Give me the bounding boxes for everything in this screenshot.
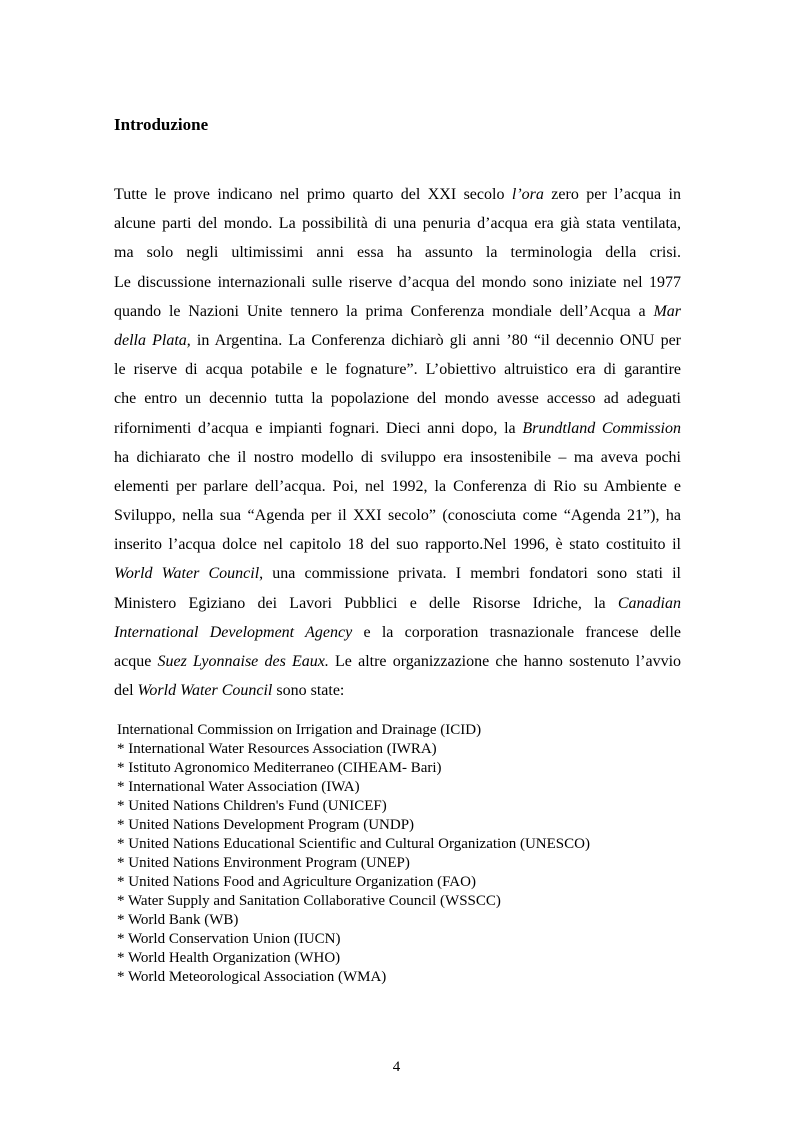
- text-segment: ha dichiarato che il nostro modello di sviluppo era insostenibile – ma aveva pochi: [114, 448, 681, 466]
- organization-item: * World Health Organization (WHO): [117, 950, 341, 966]
- paragraph-line: [114, 384, 681, 413]
- text-segment: alcune parti del mondo. La possibilità di una penuria d’acqua era già stata ventilata,: [114, 215, 681, 233]
- italic-text: World Water Council: [137, 682, 273, 700]
- paragraph-line: [114, 530, 681, 559]
- text-segment: , in Argentina. La Conferenza dichiarò gli anni ’80 “il decennio ONU per: [186, 331, 682, 349]
- intro-paragraph: [114, 180, 681, 705]
- paragraph-line: [114, 472, 681, 501]
- italic-text: della Plata: [114, 331, 187, 349]
- paragraph-line: [114, 647, 681, 676]
- italic-text: l’ora: [511, 186, 544, 203]
- paragraph-line: [114, 268, 681, 297]
- text-segment: le riserve di acqua potabile e le fognature”. L’obiettivo altruistico era di garantire: [114, 361, 681, 379]
- text-segment: rifornimenti d’acqua e impianti fognari. Dieci anni dopo, la: [114, 419, 523, 437]
- text-segment: quando le Nazioni Unite tennero la prima Conferenza mondiale dell’Acqua a: [114, 302, 654, 320]
- text-segment: Ministero Egiziano dei Lavori Pubblici e delle Risorse Idriche, la: [114, 594, 618, 612]
- organization-list: [117, 721, 590, 987]
- text-segment: del: [114, 682, 138, 700]
- text-segment: e la corporation trasnazionale francese delle: [352, 623, 681, 641]
- paragraph-line: [114, 559, 681, 588]
- text-segment: inserito l’acqua dolce nel capitolo 18 del suo rapporto.Nel 1996, è stato costituito il: [114, 536, 681, 554]
- text-segment: Le discussione internazionali sulle riserve d’acqua del mondo sono iniziate nel 1977: [114, 273, 681, 291]
- paragraph-line: [114, 180, 681, 209]
- organization-item: * Istituto Agronomico Mediterraneo (CIHEAM- Bari): [117, 760, 442, 776]
- italic-text: Brundtland Commission: [522, 419, 681, 437]
- organization-item: * United Nations Educational Scientific and Cultural Organization (UNESCO): [117, 836, 590, 852]
- organization-item: * World Meteorological Association (WMA): [117, 969, 387, 985]
- section-heading: Introduzione: [114, 115, 209, 134]
- text-segment: sono state:: [272, 682, 345, 700]
- paragraph-line: [114, 355, 681, 384]
- text-segment: Tutte le prove indicano nel primo quarto del XXI secolo: [114, 186, 512, 203]
- text-segment: ma solo negli ultimissimi anni essa ha assunto la terminologia della crisi.: [114, 244, 681, 262]
- italic-text: Suez Lyonnaise des Eaux.: [157, 653, 329, 670]
- text-segment: acque: [114, 653, 158, 670]
- italic-text: Canadian: [617, 594, 681, 612]
- text-segment: che entro un decennio tutta la popolazione del mondo avesse accesso ad adeguati: [114, 390, 681, 408]
- organization-item: International Commission on Irrigation and Drainage (ICID): [117, 722, 482, 738]
- paragraph-line: [114, 676, 681, 705]
- organization-item: * International Water Resources Association (IWRA): [117, 741, 437, 757]
- organization-item: * United Nations Development Program (UNDP): [117, 817, 415, 833]
- text-segment: Le altre organizzazione che hanno sostenuto l’avvio: [328, 653, 682, 670]
- paragraph-line: [114, 209, 681, 238]
- organization-item: * World Conservation Union (IUCN): [117, 931, 341, 947]
- paragraph-line: [114, 297, 681, 326]
- paragraph-line: [114, 443, 681, 472]
- text-segment: elementi per parlare dell’acqua. Poi, nel 1992, la Conferenza di Rio su Ambiente e: [114, 477, 681, 495]
- italic-text: International Development Agency: [114, 623, 353, 641]
- paragraph-line: [114, 414, 681, 443]
- paragraph-line: [114, 326, 681, 355]
- organization-item: * United Nations Children's Fund (UNICEF): [117, 798, 387, 814]
- paragraph-line: [114, 618, 681, 647]
- organization-item: * Water Supply and Sanitation Collaborative Council (WSSCC): [117, 893, 501, 909]
- page-number: 4: [392, 1059, 401, 1075]
- italic-text: Mar: [653, 302, 681, 320]
- italic-text: World Water Council: [114, 565, 260, 583]
- organization-item: * World Bank (WB): [117, 912, 239, 928]
- organization-item: * United Nations Environment Program (UNEP): [117, 855, 410, 871]
- text-segment: Sviluppo, nella sua “Agenda per il XXI secolo” (conosciuta come “Agenda 21”), ha: [114, 507, 681, 525]
- text-segment: zero per l’acqua in: [543, 186, 681, 203]
- organization-item: * International Water Association (IWA): [117, 779, 360, 795]
- paragraph-line: [114, 501, 681, 530]
- organization-item: * United Nations Food and Agriculture Organization (FAO): [117, 874, 476, 890]
- paragraph-line: [114, 589, 681, 618]
- paragraph-line: [114, 238, 681, 267]
- text-segment: , una commissione privata. I membri fondatori sono stati il: [259, 565, 682, 583]
